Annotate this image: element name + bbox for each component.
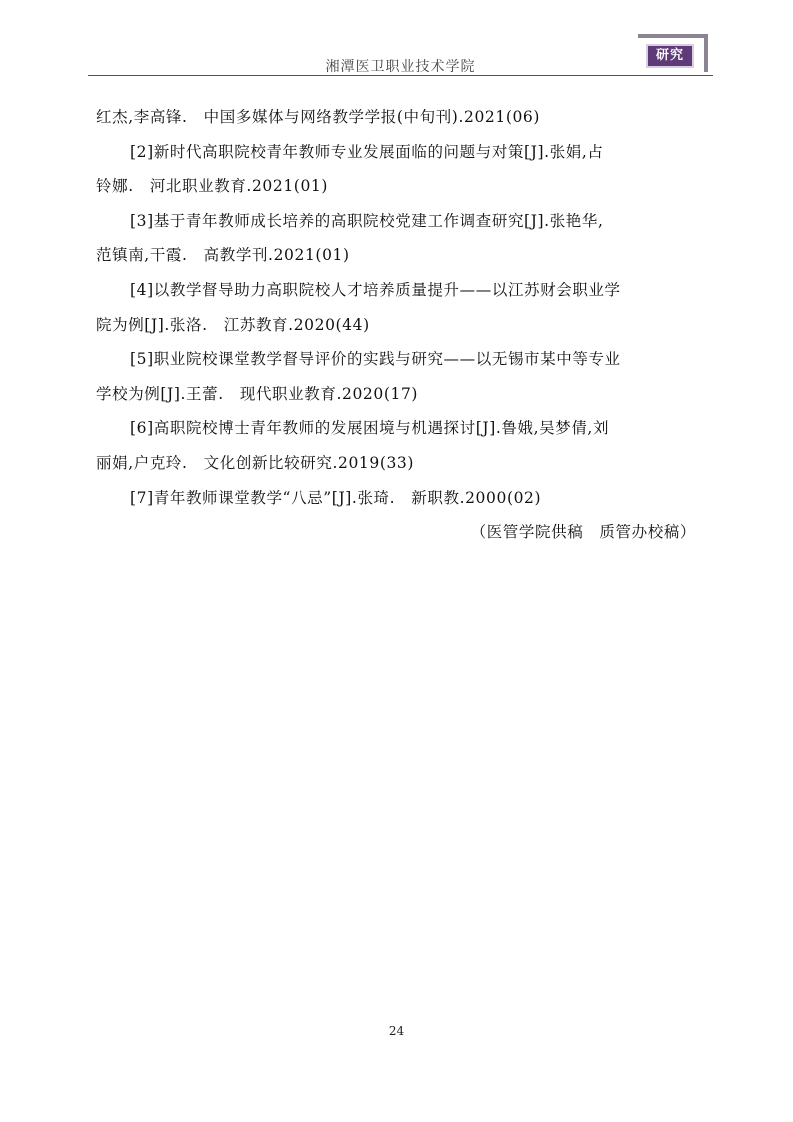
reference-5-line-1: [5]职业院校课堂教学督导评价的实践与研究——以无锡市某中等专业 (130, 350, 621, 369)
reference-4-line-2: 院为例[J].张洛. 江苏教育.2020(44) (96, 315, 370, 334)
source-note: （医管学院供稿 质管办校稿） (470, 523, 696, 542)
reference-2-line-2: 铃娜. 河北职业教育.2021(01) (96, 177, 329, 196)
page-number: 24 (388, 1024, 405, 1038)
reference-2-line-1: [2]新时代高职院校青年教师专业发展面临的问题与对策[J].张娟,占 (130, 142, 604, 161)
reference-7-line-1: [7]青年教师课堂教学“八忌”[J].张琦. 新职教.2000(02) (130, 488, 542, 507)
reference-continuation: 红杰,李高锋. 中国多媒体与网络教学学报(中旬刊).2021(06) (96, 108, 541, 126)
page-header (88, 30, 713, 78)
reference-4-line-1: [4]以教学督导助力高职院校人才培养质量提升——以江苏财会职业学 (130, 280, 621, 299)
header-rule (88, 75, 713, 76)
references-list (96, 100, 708, 550)
reference-3-line-2: 范镇南,干霞. 高教学刊.2021(01) (96, 246, 350, 265)
reference-6-line-1: [6]高职院校博士青年教师的发展困境与机遇探讨[J].鲁娥,吴梦倩,刘 (130, 419, 610, 438)
reference-3-line-1: [3]基于青年教师成长培养的高职院校党建工作调查研究[J].张艳华, (130, 211, 604, 230)
header-title: 湘潭医卫职业技术学院 (325, 59, 476, 75)
section-badge: 研究 (646, 44, 694, 68)
reference-5-line-2: 学校为例[J].王蕾. 现代职业教育.2020(17) (96, 384, 419, 403)
reference-6-line-2: 丽娟,户克玲. 文化创新比较研究.2019(33) (96, 453, 415, 472)
